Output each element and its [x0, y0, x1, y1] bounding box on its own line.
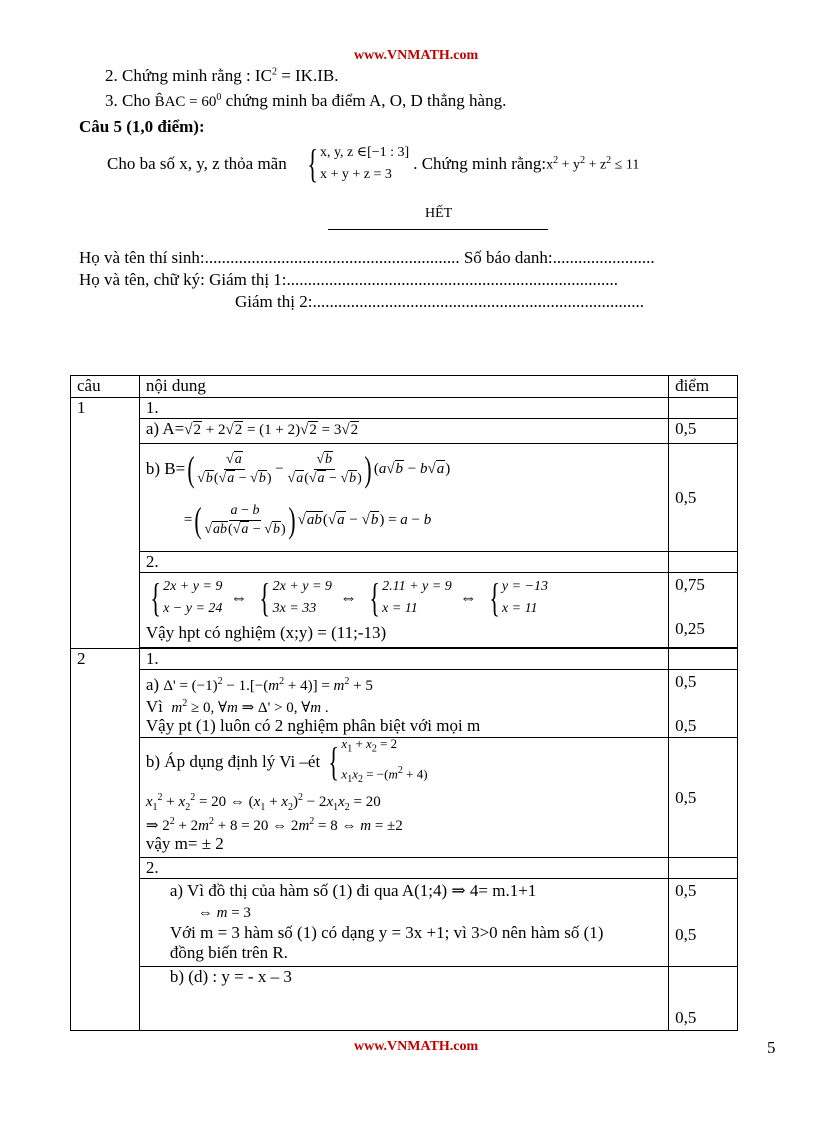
- sys4-a: y = −13: [501, 579, 549, 594]
- end-rule: [328, 229, 548, 230]
- answer-table: [70, 375, 738, 1031]
- cau5-system: [303, 142, 409, 186]
- q1-b-label: b) B=: [145, 459, 186, 478]
- table-row: [71, 398, 738, 419]
- table-row: [71, 552, 738, 573]
- q2-2a-score-1: 0,5: [675, 881, 697, 900]
- sys4-b: x = 11: [501, 601, 538, 616]
- q2-2a-scores: [669, 879, 738, 967]
- q1-b-line1: b) B= ( $\frac{√a}{√b(√a - √b)}$ − $\frac{√b}{√a(√a - √b)}$ ) (a√b − b√a): [145, 449, 451, 489]
- q1-b: [139, 444, 668, 552]
- cau5-sys-line1: x, y, z ∈[−1 : 3]: [319, 145, 410, 160]
- sys2-b: 3x = 33: [272, 601, 317, 616]
- q2-2a-line2: ⇔ m = 3: [197, 905, 251, 921]
- problem-2: 2. Chứng minh rằng : $IC^2 = IK.IB$.: [105, 66, 339, 85]
- q1-a-score: 0,5: [669, 419, 738, 444]
- table-row: [71, 858, 738, 879]
- q2-a-score-2: 0,5: [675, 716, 697, 735]
- header-cau: câu: [71, 376, 140, 398]
- sys3-b: x = 11: [382, 601, 418, 616]
- table-header-row: [71, 376, 738, 398]
- table-row: [71, 967, 738, 1031]
- q1-b-line2: = ( $\frac{a - b}{√ab(√a - √b)}$ ) √ab(√a − √b) = a − b: [183, 500, 432, 540]
- q1-part-2: 2.: [139, 552, 668, 573]
- problem-3: [105, 91, 506, 111]
- problem-3-tail: chứng minh ba điểm A, O, D thẳng hàng.: [225, 91, 507, 110]
- q2-2a: [139, 879, 668, 967]
- candidate-name-line: Họ và tên thí sinh:............................................................ Số báo danh:........................: [79, 248, 655, 267]
- cau5-sys-line2: x + y + z = 3: [319, 167, 392, 182]
- q2-2a-score-2: 0,5: [675, 925, 697, 944]
- table-row: [71, 649, 738, 670]
- header-diem: điểm: [669, 376, 738, 398]
- cau5-lead: Cho ba số x, y, z thỏa mãn: [107, 154, 287, 173]
- cau5-inequality: $x^2 + y^2 + z^2 \le 11$: [546, 154, 640, 173]
- q1-system-score-2: 0,25: [675, 619, 705, 638]
- problem-3-angle: B̂AC = $60^0$: [154, 92, 222, 110]
- q1-part-1: 1.: [139, 398, 668, 419]
- q2-2a-line3: Với m = 3 hàm số (1) có dạng y = 3x +1; vì 3>0 nên hàm số (1): [169, 923, 604, 942]
- table-row: [71, 879, 738, 967]
- q2-2a-line4: đồng biến trên R.: [169, 943, 288, 962]
- cau5-brace: {: [307, 141, 318, 186]
- iff-1: ⇔: [230, 588, 248, 607]
- sys1-b: x − y = 24: [163, 601, 223, 616]
- q1-system-score-1: 0,75: [675, 575, 705, 594]
- q2-b-score: 0,5: [669, 738, 738, 858]
- q1-a-label: a) A=: [145, 419, 185, 438]
- q2-b-line3: ⇒ $2^2 + 2m^2 + 8 = 20$ ⇔ $2m^2 = 8$ ⇔ m = ±2: [145, 816, 403, 834]
- page-number: 5: [767, 1038, 776, 1057]
- q2-part-2: 2.: [139, 858, 668, 879]
- iff-3: ⇔: [459, 588, 477, 607]
- table-row: [71, 419, 738, 444]
- supervisor-2-line: Giám thị 2:..............................................................................: [235, 292, 644, 311]
- q1-system-scores: [669, 573, 738, 648]
- supervisor-1-line: Họ và tên, chữ ký: Giám thị 1:..............................................................................: [79, 270, 619, 289]
- problem-3-lead: 3. Cho: [105, 91, 151, 110]
- header-site: www.VNMATH.com: [354, 48, 479, 63]
- q1-a: [139, 419, 668, 444]
- q2-a-line2: Vì $m^2 \ge 0$, ∀m ⇒ Δ' > 0, ∀m .: [145, 697, 329, 716]
- iff-2: ⇔: [339, 588, 357, 607]
- table-row: [71, 670, 738, 738]
- table-row: [71, 738, 738, 858]
- q2-a-line3: Vậy pt (1) luôn có 2 nghiệm phân biệt với mọi m: [145, 716, 481, 735]
- question-2-number: 2: [71, 649, 140, 1031]
- end-mark: HẾT: [425, 206, 453, 221]
- q2-b-line2: $x_1^2 + x_2^2 = 20$ ⇔ $(x_1 + x_2)^2 - 2x_1x_2 = 20$: [145, 792, 381, 813]
- question-1-number: 1: [71, 398, 140, 649]
- cau5-title: Câu 5 (1,0 điểm):: [79, 117, 205, 136]
- header-noi-dung: nội dung: [139, 376, 668, 398]
- table-row: [71, 573, 738, 648]
- sys3-a: 2.11 + y = 9: [382, 579, 452, 594]
- q1-system-conclusion: Vậy hpt có nghiệm (x;y) = (11;-13): [145, 623, 387, 642]
- q2-2b: b) (d) : y = - x – 3: [139, 967, 668, 1031]
- cau5-prove: . Chứng minh rằng:: [413, 154, 547, 173]
- q2-a-score-1: 0,5: [675, 672, 697, 691]
- q2-2a-line1: a) Vì đồ thị của hàm số (1) đi qua A(1;4) ⇒ 4= m.1+1: [169, 881, 537, 900]
- q1-system: [139, 573, 668, 648]
- q2-b-line4: vậy m= ± 2: [145, 834, 224, 853]
- q2-part-1: 1.: [139, 649, 668, 670]
- q1-a-expr: √2 + 2√2 = (1 + 2)√2 = 3√2: [184, 422, 359, 438]
- q2-b-line1: b) Áp dụng định lý Vi –ét { $x_1 + x_2 = 2$ $x_1x_2 = -(m^2 + 4)$: [145, 735, 428, 786]
- cau5-statement: [107, 140, 639, 188]
- sys1-a: 2x + y = 9: [163, 579, 223, 594]
- q2-2b-score: 0,5: [669, 967, 738, 1031]
- q2-a: [139, 670, 668, 738]
- sys2-a: 2x + y = 9: [272, 579, 332, 594]
- footer-site: www.VNMATH.com: [354, 1039, 479, 1054]
- table-row: [71, 444, 738, 552]
- q2-a-scores: [669, 670, 738, 738]
- q2-b: [139, 735, 668, 858]
- q1-system-chain: { 2x + y = 9 x − y = 24 ⇔ { 2x + y = 9 3x = 33 ⇔ { 2.11 + y = 9 x = 11 ⇔ { y = −13 x = 11: [150, 575, 549, 620]
- q2-a-line1: a) $\Delta' = (-1)^2 - 1.[-(m^2 + 4)] = m^2 + 5$: [145, 675, 373, 694]
- q1-b-score: 0,5: [669, 444, 738, 552]
